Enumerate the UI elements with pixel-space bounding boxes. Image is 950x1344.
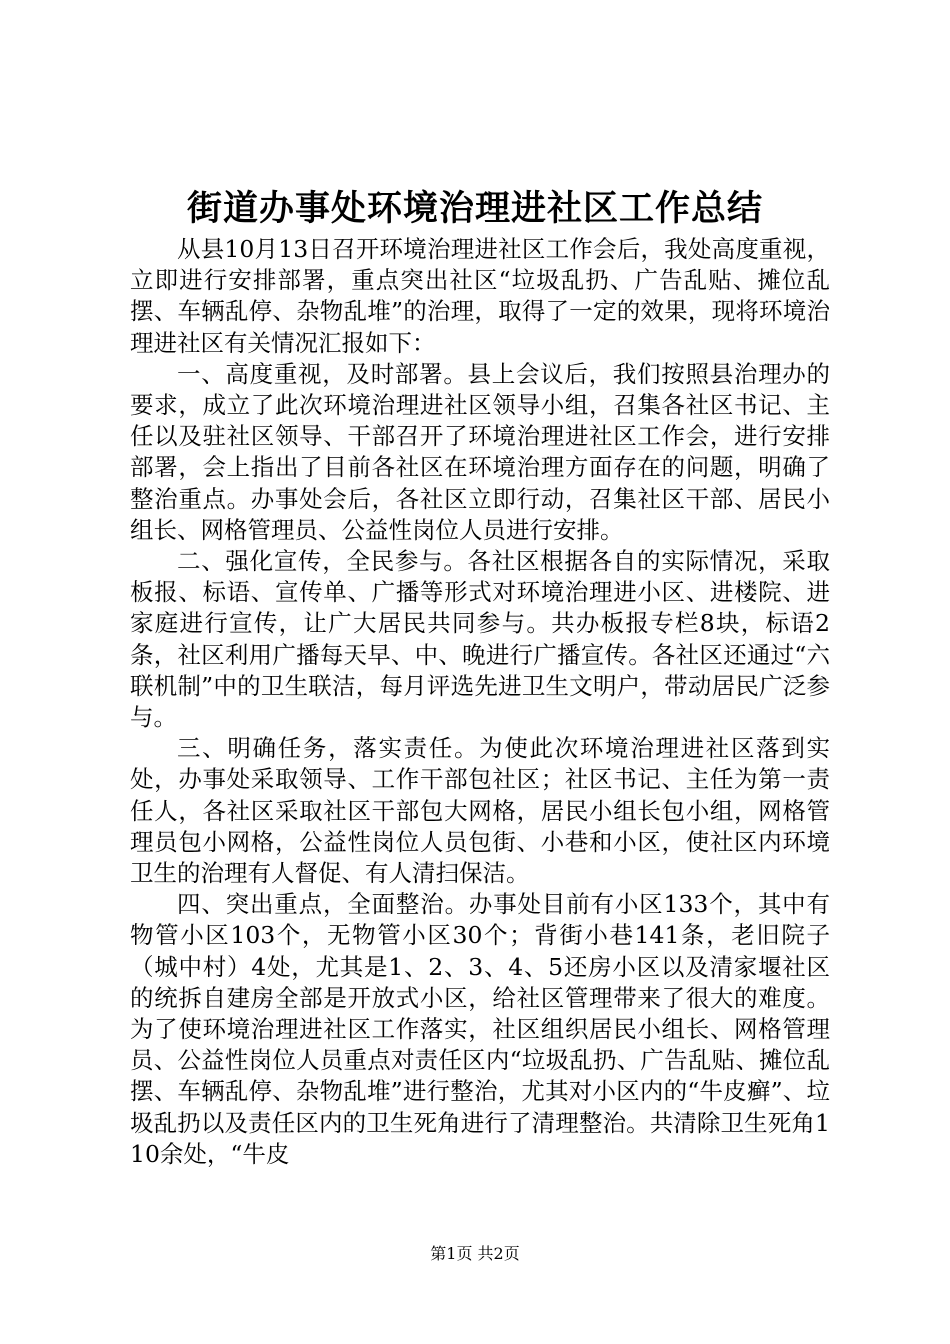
paragraph-intro: 从县10月13日召开环境治理进社区工作会后，我处高度重视，立即进行安排部署，重点突出社区“垃圾乱扔、广告乱贴、摊位乱摆、车辆乱停、杂物乱堆”的治理，取得了一定的效果，现将环境治理进社区有关情况汇报如下： xyxy=(130,235,830,357)
document-title: 街道办事处环境治理进社区工作总结 xyxy=(186,188,763,229)
document-body xyxy=(130,234,830,1170)
paragraph-section-1: 一、高度重视，及时部署。县上会议后，我们按照县治理办的要求，成立了此次环境治理进社区领导小组，召集各社区书记、主任以及驻社区领导、干部召开了环境治理进社区工作会，进行安排部署，会上指出了目前各社区在环境治理方面存在的问题，明确了整治重点。办事处会后，各社区立即行动，召集社区干部、居民小组长、网格管理员、公益性岗位人员进行安排。 xyxy=(130,359,830,544)
paragraph-section-4: 四、突出重点，全面整治。办事处目前有小区133个，其中有物管小区103个，无物管小区30个；背街小巷141条，老旧院子（城中村）4处，尤其是1、2、3、4、5还房小区以及清家堰社区的统拆自建房全部是开放式小区，给社区管理带来了很大的难度。为了使环境治理进社区工作落实，社区组织居民小组长、网格管理员、公益性岗位人员重点对责任区内“垃圾乱扔、广告乱贴、摊位乱摆、车辆乱停、杂物乱堆”进行整治，尤其对小区内的“牛皮癣”、垃圾乱扔以及责任区内的卫生死角进行了清理整治。共清除卫生死角110余处，“牛皮 xyxy=(130,890,830,1168)
paragraph-section-2: 二、强化宣传，全民参与。各社区根据各自的实际情况，采取板报、标语、宣传单、广播等形式对环境治理进小区、进楼院、进家庭进行宣传，让广大居民共同参与。共办板报专栏8块，标语2条，社区利用广播每天早、中、晚进行广播宣传。各社区还通过“六联机制”中的卫生联洁，每月评选先进卫生文明户，带动居民广泛参与。 xyxy=(130,547,830,732)
paragraph-section-3: 三、明确任务，落实责任。为使此次环境治理进社区落到实处，办事处采取领导、工作干部包社区；社区书记、主任为第一责任人，各社区采取社区干部包大网格，居民小组长包小组，网格管理员包小网格，公益性岗位人员包街、小巷和小区，使社区内环境卫生的治理有人督促、有人清扫保洁。 xyxy=(130,734,830,888)
page-number-footer: 第1页 共2页 xyxy=(430,1244,520,1263)
